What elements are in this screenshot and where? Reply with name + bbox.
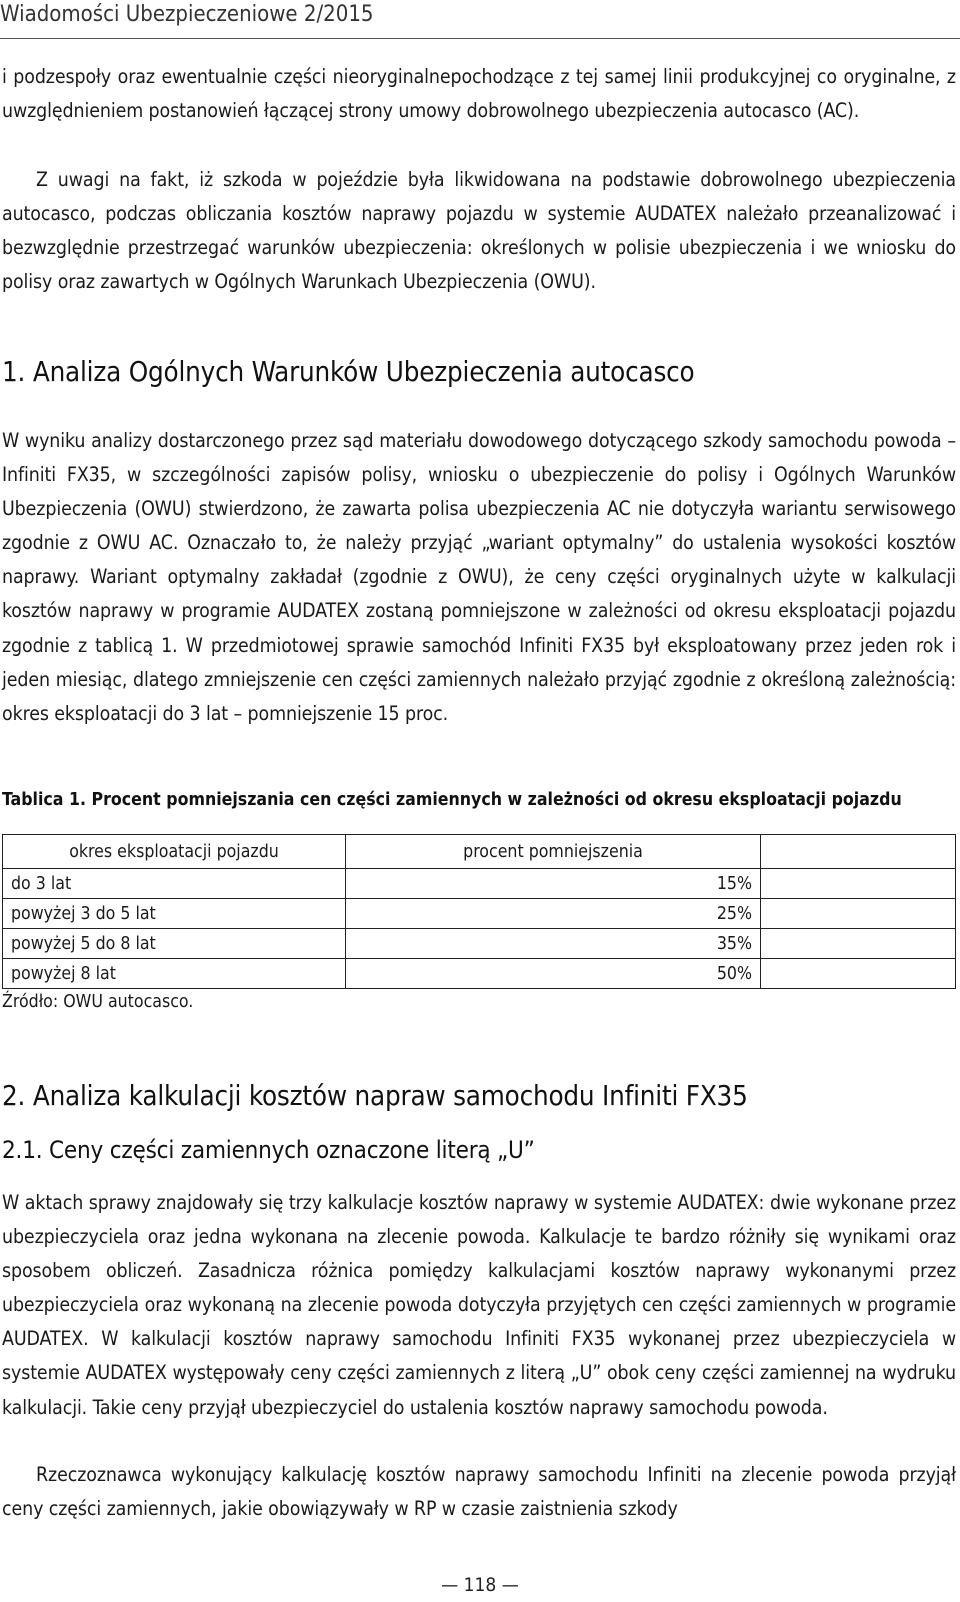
section-heading-2: 2. Analiza kalkulacji kosztów napraw samochodu Infiniti FX35 bbox=[2, 1080, 748, 1112]
column-header-period: okres eksploatacji pojazdu bbox=[3, 835, 346, 869]
cell-period: do 3 lat bbox=[3, 869, 346, 899]
table-caption-text: Procent pomniejszania cen części zamiennych w zależności od okresu eksploatacji pojazdu bbox=[91, 790, 902, 810]
table-row bbox=[3, 869, 956, 899]
column-header-percent: procent pomniejszenia bbox=[346, 835, 761, 869]
running-header bbox=[0, 0, 960, 39]
cell-percent: 35% bbox=[346, 929, 761, 959]
table-source: Źródło: OWU autocasco. bbox=[2, 992, 194, 1012]
table-row bbox=[3, 929, 956, 959]
column-header-empty bbox=[761, 835, 956, 869]
subsection-heading-2-1: 2.1. Ceny części zamiennych oznaczone literą „U” bbox=[2, 1136, 535, 1164]
table-row bbox=[3, 899, 956, 929]
cell-period: powyżej 3 do 5 lat bbox=[3, 899, 346, 929]
table-caption bbox=[2, 790, 902, 810]
table-row bbox=[3, 959, 956, 989]
paragraph-owu-analysis: W wyniku analizy dostarczonego przez sąd materiału dowodowego dotyczącego szkody samochodu powoda – Infiniti FX35, w szczególności zapisów polisy, wniosku o ubezpieczenie do polisy i Ogólnych Warunków Ubezpieczenia (OWU) stwierdzono, że zawarta polisa ubezpieczenia AC nie dotyczyła wariantu serwisowego zgodnie z OWU AC. Oznaczało to, że należy przyjąć „wariant optymalny” do ustalenia wysokości kosztów naprawy. Wariant optymalny zakładał (zgodnie z OWU), że ceny części oryginalnych użyte w kalkulacji kosztów naprawy w programie AUDATEX zostaną pomniejszone w zależności od okresu eksploatacji pojazdu zgodnie z tablicą 1. W przedmiotowej sprawie samochód Infiniti FX35 był eksploatowany przez jeden rok i jeden miesiąc, dlatego zmniejszenie cen części zamiennych należało przyjąć zgodnie z określoną zależnością: okres eksploatacji do 3 lat – pomniejszenie 15 proc. bbox=[2, 429, 956, 725]
cell-empty bbox=[761, 899, 956, 929]
paragraph-audatex-calculations: W aktach sprawy znajdowały się trzy kalkulacje kosztów naprawy w systemie AUDATEX: dwie wykonane przez ubezpieczyciela oraz jedna wykonana na zlecenie powoda. Kalkulacje te bardzo różniły się wynikami oraz sposobem obliczeń. Zasadnicza różnica pomiędzy kalkulacjami kosztów naprawy wykonanymi przez ubezpieczyciela oraz wykonaną na zlecenie powoda dotyczyła przyjętych cen części zamiennych w programie AUDATEX. W kalkulacji kosztów naprawy samochodu Infiniti FX35 wykonanej przez ubezpieczyciela w systemie AUDATEX występowały ceny części zamiennych z literą „U” obok ceny części zamiennej na wydruku kalkulacji. Takie ceny przyjął ubezpieczyciel do ustalenia kosztów naprawy samochodu powoda. bbox=[2, 1191, 956, 1419]
paragraph-continuation: i podzespoły oraz ewentualnie części nieoryginalnepochodzące z tej samej linii produkcyjnej co oryginalne, z uwzględnieniem postanowień łączącej strony umowy dobrowolnego ubezpieczenia autocasco (AC). bbox=[2, 65, 956, 123]
section-heading-1: 1. Analiza Ogólnych Warunków Ubezpieczenia autocasco bbox=[2, 356, 695, 388]
table-header-row bbox=[3, 835, 956, 869]
paragraph-appraiser: Rzeczoznawca wykonujący kalkulację kosztów naprawy samochodu Infiniti na zlecenie powoda przyjął ceny części zamiennych, jakie obowiązywały w RP w czasie zaistnienia szkody bbox=[2, 1463, 956, 1521]
table-caption-label: Tablica 1. bbox=[2, 790, 86, 810]
journal-title: Wiadomości Ubezpieczeniowe 2/2015 bbox=[0, 2, 374, 27]
depreciation-table bbox=[2, 834, 956, 989]
cell-percent: 25% bbox=[346, 899, 761, 929]
cell-percent: 50% bbox=[346, 959, 761, 989]
cell-empty bbox=[761, 929, 956, 959]
cell-period: powyżej 5 do 8 lat bbox=[3, 929, 346, 959]
page-number: — 118 — bbox=[441, 1574, 519, 1596]
cell-empty bbox=[761, 959, 956, 989]
paragraph-autocasco-basis: Z uwagi na fakt, iż szkoda w pojeździe była likwidowana na podstawie dobrowolnego ubezpieczenia autocasco, podczas obliczania kosztów naprawy pojazdu w systemie AUDATEX należało przeanalizować i bezwzględnie przestrzegać warunków ubezpieczenia: określonych w polisie ubezpieczenia i we wniosku do polisy oraz zawartych w Ogólnych Warunkach Ubezpieczenia (OWU). bbox=[2, 168, 956, 294]
cell-percent: 15% bbox=[346, 869, 761, 899]
cell-period: powyżej 8 lat bbox=[3, 959, 346, 989]
cell-empty bbox=[761, 869, 956, 899]
